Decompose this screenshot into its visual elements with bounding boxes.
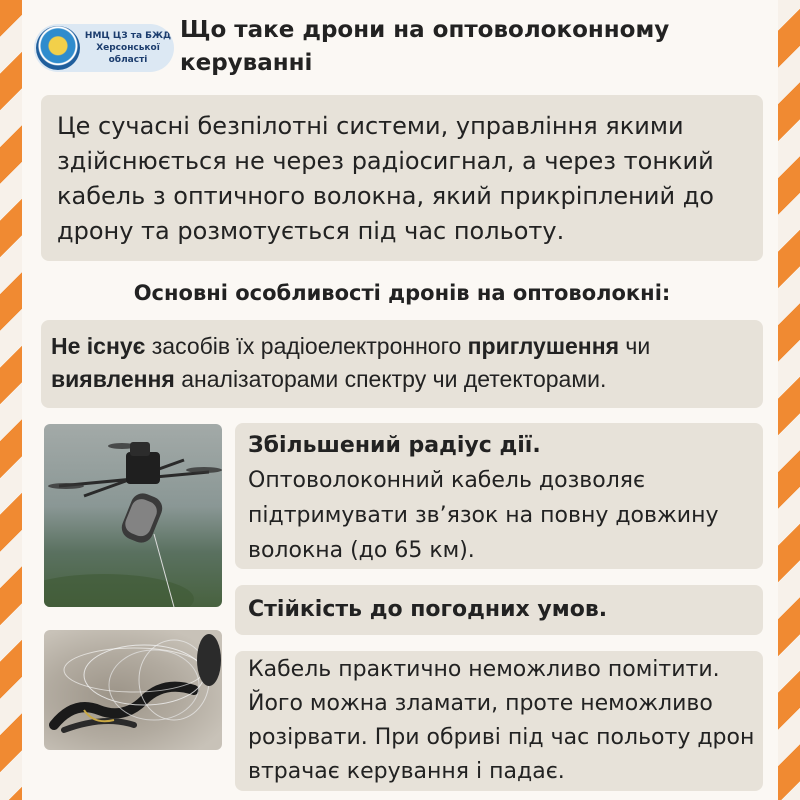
cable-photo	[44, 630, 222, 750]
drone-photo	[44, 424, 222, 607]
feature-no-jamming-box	[41, 320, 763, 408]
bold-phrase: Не існує	[51, 333, 146, 359]
text-fragment: засобів їх радіоелектронного	[145, 333, 468, 359]
infographic-card	[22, 0, 778, 800]
intro-box	[41, 95, 763, 261]
emblem-icon	[36, 26, 80, 70]
organization-logo	[34, 24, 174, 72]
feature-no-jamming-text	[51, 330, 763, 396]
features-heading: Основні особливості дронів на оптоволокні:	[133, 281, 671, 305]
feature-cable-box	[235, 651, 763, 791]
page-title: Що таке дрони на оптоволоконному керуванні	[180, 17, 670, 76]
intro-text: Це сучасні безпілотні системи, управління якими здійснюється не через радіосигнал, а через тонкий кабель з оптичного волокна, який прикріплений до дрону та розмотується під час польоту.	[57, 112, 714, 245]
feature-weather-box	[235, 585, 763, 635]
feature-cable-text: Кабель практично неможливо помітити. Його можна зламати, проте неможливо розірвати. При обриві під час польоту дрон втрачає керування і падає.	[248, 657, 755, 784]
fiber-cable-image	[44, 630, 222, 750]
text-fragment: чи	[619, 333, 651, 359]
feature-range-text: Оптоволоконний кабель дозволяє підтримувати зв’язок на повну довжину волокна (до 65 км).	[248, 468, 719, 563]
fpv-drone-image	[44, 424, 222, 607]
feature-weather-title: Стійкість до погодних умов.	[248, 597, 608, 622]
logo-text: НМЦ ЦЗ та БЖД Херсонської області	[84, 31, 172, 65]
feature-range-box	[235, 423, 763, 569]
bold-phrase: виявлення	[51, 366, 175, 392]
feature-range-title: Збільшений радіус дії.	[248, 433, 541, 458]
bold-phrase: приглушення	[467, 333, 620, 359]
text-fragment: аналізаторами спектру чи детекторами.	[174, 366, 607, 392]
